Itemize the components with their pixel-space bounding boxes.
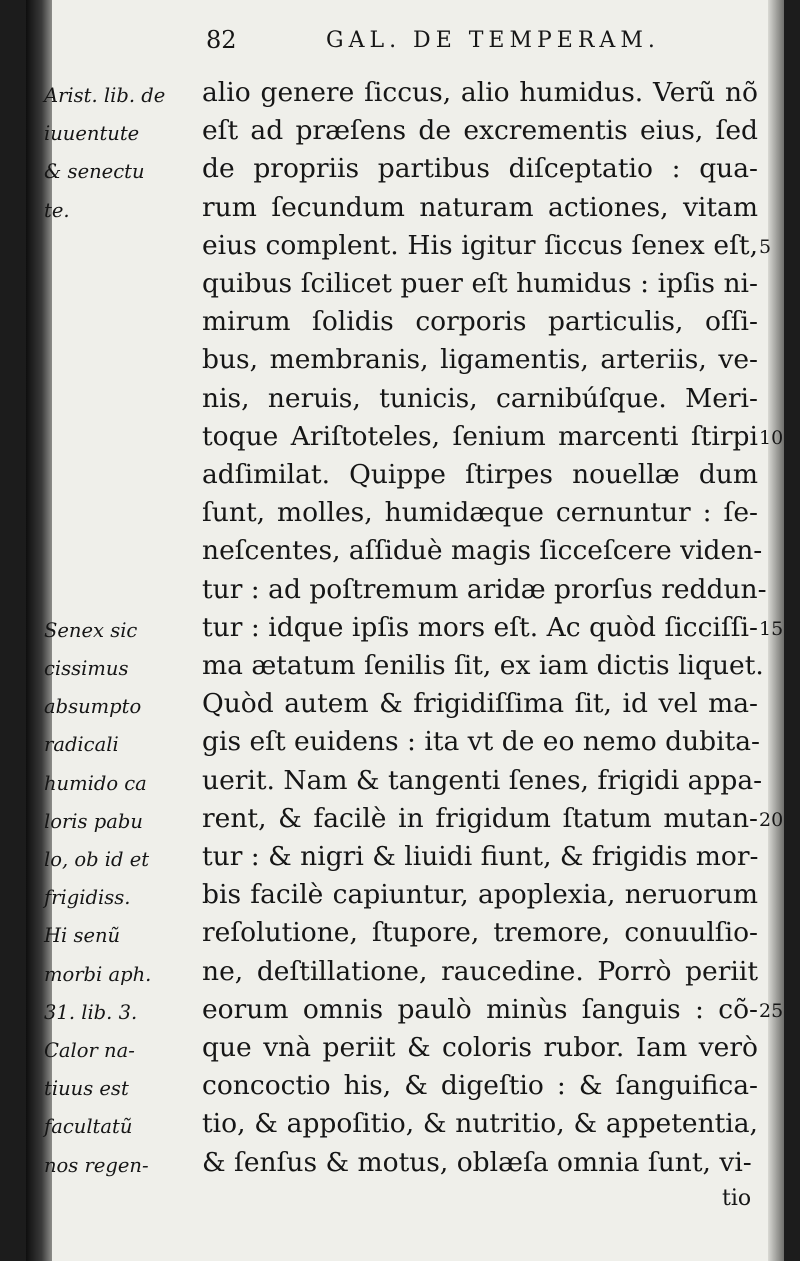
text-line: rum ſecundum naturam actiones, vitam [202, 191, 758, 223]
margin-note: te. [44, 198, 70, 222]
text-line: quibus ſcilicet puer eſt humidus : ipſis ni- [202, 268, 758, 299]
margin-note: Calor na- [44, 1039, 135, 1062]
line-number: 20 [759, 808, 784, 831]
page-number: 82 [206, 26, 237, 54]
line-number: 10 [759, 426, 784, 449]
margin-note: cissimus [44, 657, 129, 680]
running-head: GAL. DE TEMPERAM. [326, 28, 660, 53]
margin-note: radicali [44, 733, 119, 757]
text-line: toque Ariſtoteles, ſenium marcenti ſtirpi [202, 420, 758, 452]
book-page [26, 0, 784, 1261]
text-line: bus, membranis, ligamentis, arteriis, ve- [202, 344, 758, 376]
margin-note: frigidiss. [44, 886, 131, 910]
margin-note: Hi senũ [44, 924, 121, 948]
text-line: ma ætatum ſenilis ſit, ex iam dictis liquet. [202, 650, 764, 681]
text-line: nis, neruis, tunicis, carnibúſque. Meri- [202, 382, 758, 414]
text-line: rent, & facilè in frigidum ſtatum mutan- [202, 802, 758, 834]
margin-note: Senex sic [44, 618, 138, 642]
text-line: mirum ſolidis corporis particulis, oſſi- [202, 306, 758, 338]
text-line: concoctio his, & digeſtio : & ſanguifica- [202, 1070, 758, 1102]
catchword: tio [722, 1186, 752, 1211]
margin-note: lo, ob id et [44, 848, 150, 871]
text-line: gis eſt euidens : ita vt de eo nemo dubita- [202, 726, 760, 758]
text-line: alio genere ſiccus, alio humidus. Verũ nõ [202, 77, 758, 108]
text-line: eius complent. His igitur ſiccus ſenex eſt, [202, 229, 758, 261]
text-line: eorum omnis paulò minùs ſanguis : cõ- [202, 993, 758, 1025]
text-line: neſcentes, aſſiduè magis ſicceſcere viden- [202, 535, 763, 567]
text-line: de propriis partibus diſceptatio : qua- [202, 153, 758, 185]
margin-note: humido ca [44, 771, 147, 795]
text-line: tur : ad poſtremum aridæ prorſus reddun- [202, 573, 767, 605]
text-line: tio, & appoſitio, & nutritio, & appetentia, [202, 1108, 758, 1140]
margin-note: loris pabu [44, 809, 143, 833]
margin-note: 31. lib. 3. [44, 1000, 138, 1024]
text-line: eſt ad præſens de excrementis eius, ſed [202, 115, 758, 147]
text-line: que vnà periit & coloris rubor. Iam verò [202, 1032, 758, 1063]
margin-note: tiuus est [44, 1077, 129, 1101]
text-line: & ſenſus & motus, oblæſa omnia ſunt, vi- [202, 1146, 752, 1178]
text-line: ne, deſtillatione, raucedine. Porrò periit [202, 955, 758, 987]
line-number: 15 [759, 617, 784, 640]
text-line: tur : idque ipſis mors eſt. Ac quòd ſicciſſi- [202, 611, 758, 643]
margin-note: absumpto [44, 695, 142, 719]
text-line: bis facilè capiuntur, apoplexia, neruorum [202, 879, 758, 911]
margin-note: Arist. lib. de [44, 84, 166, 107]
text-line: tur : & nigri & liuidi fiunt, & frigidis mor- [202, 841, 759, 872]
text-line: ſunt, molles, humidæque cernuntur : ſe- [202, 497, 758, 529]
margin-note: & senectu [44, 160, 145, 184]
text-line: uerit. Nam & tangenti ſenes, frigidi appa- [202, 764, 763, 796]
text-line: Quòd autem & frigidiſſima ſit, id vel ma- [202, 688, 758, 720]
line-number: 25 [759, 999, 784, 1022]
margin-note: facultatũ [44, 1115, 133, 1139]
page-header [26, 22, 784, 58]
line-number: 5 [759, 235, 772, 258]
margin-note: nos regen- [44, 1153, 149, 1177]
text-line: adſimilat. Quippe ſtirpes nouellæ dum [202, 459, 758, 490]
margin-note: morbi aph. [44, 962, 152, 986]
text-line: reſolutione, ſtupore, tremore, conuulſio- [202, 917, 758, 949]
margin-note: iuuentute [44, 122, 140, 146]
